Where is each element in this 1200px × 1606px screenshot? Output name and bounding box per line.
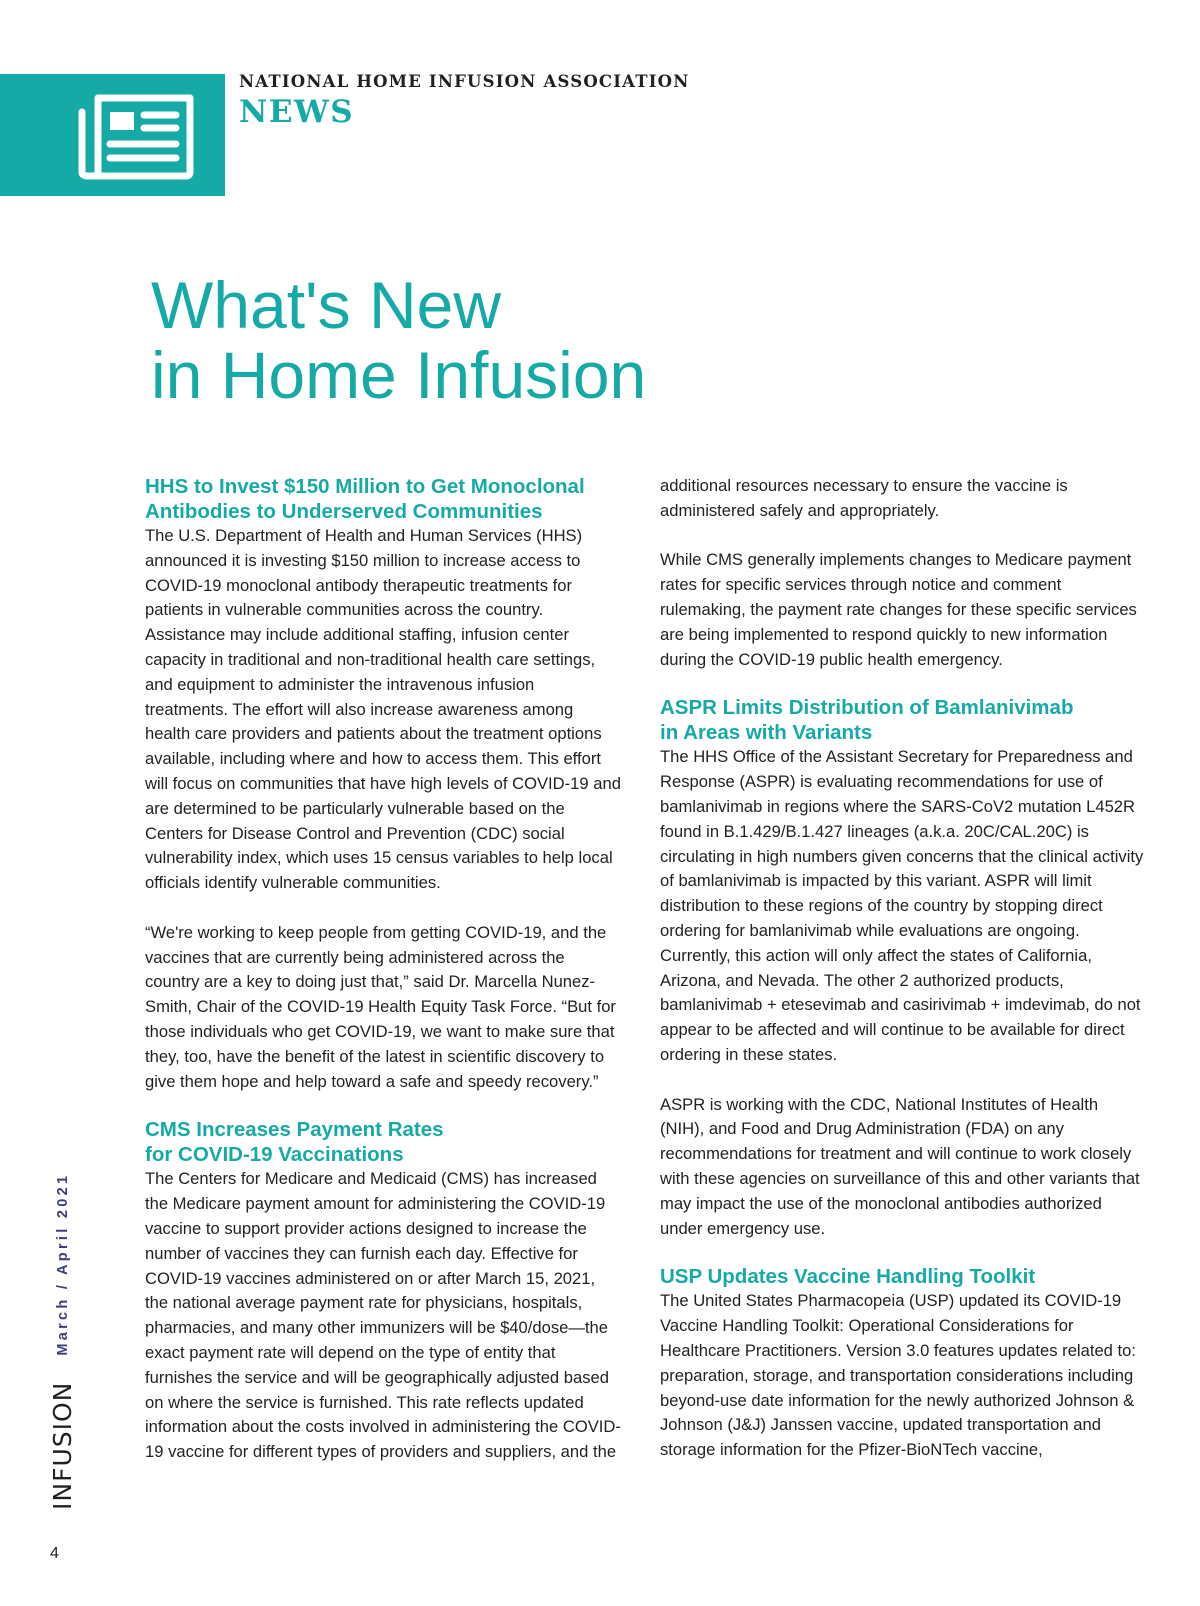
article-paragraph: “We're working to keep people from getting COVID-19, and the vaccines that are currently being administered across the country are a key to doing just that,” said Dr. Marcella Nunez-Smith, Chair of the COVID-19 Health Equity Task Force. “But for those individuals who get COVID-19, we want to make sure that they, too, have the benefit of the latest in scientific discovery to give them hope and help toward a safe and speedy recovery.”	[145, 922, 616, 1091]
left-column	[145, 474, 621, 1465]
organization-name: NATIONAL HOME INFUSION ASSOCIATION	[239, 72, 690, 91]
article-aspr	[660, 695, 1146, 1241]
article-usp	[660, 1264, 1146, 1463]
infusion-logo: INFUSION	[48, 1381, 77, 1510]
article-paragraph: additional resources necessary to ensure the vaccine is administered safely and appropriately.	[660, 476, 1068, 520]
article-hhs	[145, 474, 621, 1094]
article-heading	[660, 695, 1146, 745]
article-heading	[145, 474, 621, 524]
newspaper-icon	[78, 92, 196, 180]
article-paragraph: The U.S. Department of Health and Human Services (HHS) announced it is investing $150 million to increase access to COVID-19 monoclonal antibody therapeutic treatments for patients in vulnerable communities across the country. Assistance may include additional staffing, infusion center capacity in traditional and non-traditional health care settings, and equipment to administer the intravenous infusion treatments. The effort will also increase awareness among health care providers and patients about the treatment options available, including where and how to access them. This effort will focus on communities that have high levels of COVID-19 and are determined to be particularly vulnerable based on the Centers for Disease Control and Prevention (CDC) social vulnerability index, which uses 15 census variables to help local officials identify vulnerable communities.	[145, 526, 621, 893]
article-heading	[145, 1117, 621, 1167]
article-cms	[145, 1117, 621, 1465]
article-paragraph: ASPR is working with the CDC, National Institutes of Health (NIH), and Food and Drug Administration (FDA) on any recommendations for treatment and will continue to work closely with these agencies on surveillance of this and other variants that may impact the use of the monoclonal antibodies authorized under emergency use.	[660, 1094, 1140, 1238]
article-heading-line: in Areas with Variants	[660, 721, 873, 745]
page-title-line-2: in Home Infusion	[151, 338, 647, 412]
section-banner	[0, 74, 225, 196]
article-heading: USP Updates Vaccine Handling Toolkit	[660, 1265, 1036, 1289]
article-paragraph: The HHS Office of the Assistant Secretary for Preparedness and Response (ASPR) is evaluating recommendations for use of bamlanivimab in regions where the SARS-CoV2 mutation L452R found in B.1.429/B.1.427 lineages (a.k.a. 20C/CAL.20C) is circulating in high numbers given concerns that the clinical activity of bamlanivimab is impacted by this variant. ASPR will limit distribution to these regions of the country by stopping direct ordering for bamlanivimab while evaluations are ongoing. Currently, this action will only affect the states of California, Arizona, and Nevada. The other 2 authorized products, bamlanivimab + etesevimab and casirivimab + imdevimab, do not appear to be affected and will continue to be available for direct ordering in these states.	[660, 747, 1144, 1064]
article-heading-line: Antibodies to Underserved Communities	[145, 500, 543, 523]
page-title-line-1: What's New	[151, 268, 502, 342]
article-heading-line: for COVID-19 Vaccinations	[145, 1143, 404, 1167]
article-paragraph: While CMS generally implements changes to Medicare payment rates for specific services through notice and comment rulemaking, the payment rate changes for these specific services are being implemented to respond quickly to new information during the COVID-19 public health emergency.	[660, 550, 1137, 669]
magazine-stamp	[48, 1173, 77, 1510]
article-paragraph: The United States Pharmacopeia (USP) updated its COVID-19 Vaccine Handling Toolkit: Operational Considerations for Healthcare Practitioners. Version 3.0 features updates related to: preparation, storage, and transportation considerations including beyond-use date information for the newly authorized Johnson & Johnson (J&J) Janssen vaccine, updated transportation and storage information for the Pfizer-BioNTech vaccine,	[660, 1291, 1136, 1460]
right-column	[660, 474, 1146, 1463]
issue-date: March / April 2021	[54, 1172, 71, 1356]
page-number: 4	[50, 1545, 59, 1562]
article-heading-line: CMS Increases Payment Rates	[145, 1118, 444, 1142]
article-heading-line: HHS to Invest $150 Million to Get Monoclonal	[145, 475, 585, 498]
article-heading-line: ASPR Limits Distribution of Bamlanivimab	[660, 696, 1074, 720]
section-label: NEWS	[239, 94, 355, 130]
page-title	[151, 270, 646, 410]
article-paragraph: The Centers for Medicare and Medicaid (CMS) has increased the Medicare payment amount for administering the COVID-19 vaccine to support provider actions designed to increase the number of vaccines they can furnish each day. Effective for COVID-19 vaccines administered on or after March 15, 2021, the national average payment rate for physicians, hospitals, pharmacies, and many other immunizers will be $40/dose—the exact payment rate will depend on the type of entity that furnishes the service and will be geographically adjusted based on where the service is furnished. This rate reflects updated information about the costs involved in administering the COVID-19 vaccine for different types of providers and suppliers, and the	[145, 1169, 621, 1462]
